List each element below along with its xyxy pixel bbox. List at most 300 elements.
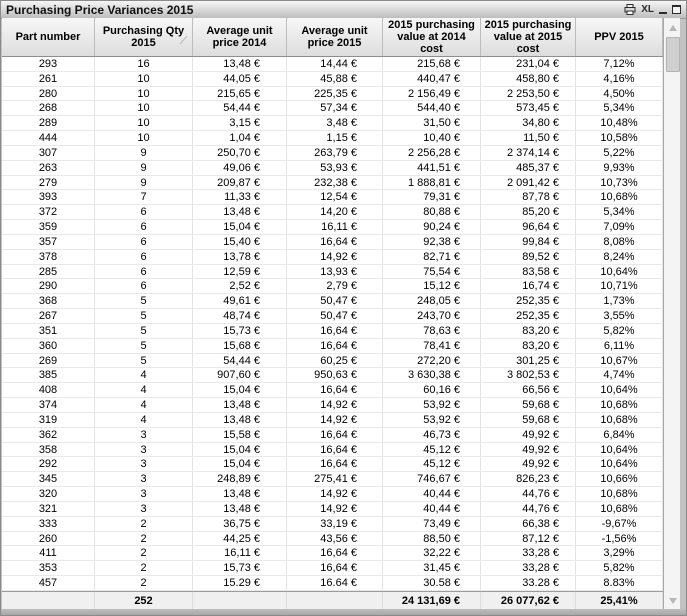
table-cell: 359 [2, 220, 95, 234]
column-header-ppv-2015[interactable]: PPV 2015 [576, 18, 663, 56]
table-cell: 16,11 € [193, 546, 287, 560]
table-cell: 215,65 € [193, 87, 287, 101]
column-header-purchasing-qty-2015[interactable]: Purchasing Qty 2015 [95, 18, 193, 56]
scrollbar-thumb[interactable] [666, 37, 680, 72]
table-cell: 411 [2, 546, 95, 560]
table-cell: 33.28 € [481, 576, 576, 590]
table-cell: 43,56 € [287, 532, 383, 546]
table-cell: 215,68 € [383, 57, 481, 71]
table-cell: 49,92 € [481, 428, 576, 442]
table-row[interactable] [2, 502, 663, 517]
table-cell: 5,34% [576, 101, 663, 115]
table-cell: 50,47 € [287, 294, 383, 308]
table-cell: 267 [2, 309, 95, 323]
table-row[interactable] [2, 546, 663, 561]
table-cell: 11,50 € [481, 131, 576, 145]
sort-indicator-icon [179, 34, 189, 49]
table-cell: 33,19 € [287, 517, 383, 531]
table-cell: 321 [2, 502, 95, 516]
table-cell: 5,82% [576, 561, 663, 575]
table-cell: 13,48 € [193, 502, 287, 516]
table-cell: 33,28 € [481, 561, 576, 575]
table-row[interactable] [2, 265, 663, 280]
table-cell: 2 [95, 576, 193, 590]
table-cell: 5,34% [576, 205, 663, 219]
table-cell: 285 [2, 265, 95, 279]
table-cell: 5,22% [576, 146, 663, 160]
table-cell: 15,73 € [193, 561, 287, 575]
table-cell: 49,61 € [193, 294, 287, 308]
table-cell: 4 [95, 368, 193, 382]
table-cell: 6 [95, 220, 193, 234]
minimize-icon[interactable] [659, 5, 667, 14]
table-row[interactable] [2, 116, 663, 131]
table-cell: 10,71% [576, 279, 663, 293]
table-cell: 13,48 € [193, 487, 287, 501]
table-cell: 46,73 € [383, 428, 481, 442]
table-cell: 301,25 € [481, 354, 576, 368]
table-cell: 3,55% [576, 309, 663, 323]
table-row[interactable] [2, 339, 663, 354]
table-cell: 49,92 € [481, 457, 576, 471]
table-cell: 4 [95, 413, 193, 427]
table-cell: 54,44 € [193, 354, 287, 368]
table-cell: 16,64 € [287, 324, 383, 338]
table-cell: 80,88 € [383, 205, 481, 219]
table-cell: 3,29% [576, 546, 663, 560]
table-cell: 3 [95, 457, 193, 471]
table-row[interactable] [2, 190, 663, 205]
table-cell: 13,48 € [193, 57, 287, 71]
table-cell: 14,20 € [287, 205, 383, 219]
table-cell: 573,45 € [481, 101, 576, 115]
table-cell: 92,38 € [383, 235, 481, 249]
table-cell: 13,48 € [193, 205, 287, 219]
table-row[interactable] [2, 101, 663, 116]
table-cell: 7,12% [576, 57, 663, 71]
table-cell: 36,75 € [193, 517, 287, 531]
table-row[interactable] [2, 368, 663, 383]
table-cell: 16,64 € [287, 339, 383, 353]
table-row[interactable] [2, 324, 663, 339]
table-row[interactable] [2, 443, 663, 458]
table-cell: 96,64 € [481, 220, 576, 234]
table-cell: 50,47 € [287, 309, 383, 323]
table-cell: 950,63 € [287, 368, 383, 382]
table-cell: 10,64% [576, 265, 663, 279]
table-cell: 9 [95, 146, 193, 160]
table-cell: 10,68% [576, 502, 663, 516]
table-cell: 231,04 € [481, 57, 576, 71]
table-cell: 6 [95, 279, 193, 293]
table-cell: 14,92 € [287, 250, 383, 264]
table-cell: 44,76 € [481, 487, 576, 501]
table-cell: 16 [95, 57, 193, 71]
table-cell: 60,25 € [287, 354, 383, 368]
table-cell: 5,82% [576, 324, 663, 338]
total-value-2015-cost: 26 077,62 € [481, 592, 576, 610]
table-cell: 15,40 € [193, 235, 287, 249]
table-cell: 79,31 € [383, 190, 481, 204]
table-cell: 293 [2, 57, 95, 71]
table-cell: 5 [95, 339, 193, 353]
scroll-down-arrow-icon[interactable] [665, 593, 680, 608]
table-cell: 360 [2, 339, 95, 353]
table-cell: 5 [95, 294, 193, 308]
table-cell: 16,64 € [287, 457, 383, 471]
table-row[interactable] [2, 517, 663, 532]
table-cell: 88,50 € [383, 532, 481, 546]
table-cell: 209,87 € [193, 176, 287, 190]
table-cell: 485,37 € [481, 161, 576, 175]
table-cell: 13,48 € [193, 398, 287, 412]
table-row[interactable] [2, 72, 663, 87]
table-cell: 15,04 € [193, 443, 287, 457]
table-row[interactable] [2, 57, 663, 72]
table-cell: 12,59 € [193, 265, 287, 279]
table-row[interactable] [2, 279, 663, 294]
table-cell: 320 [2, 487, 95, 501]
table-cell: 16,64 € [287, 561, 383, 575]
table-cell: 3 802,53 € [481, 368, 576, 382]
table-cell: 292 [2, 457, 95, 471]
table-cell: 15,04 € [193, 383, 287, 397]
table-cell: 289 [2, 116, 95, 130]
table-cell: 2 374,14 € [481, 146, 576, 160]
table-cell: 53,92 € [383, 413, 481, 427]
table-cell: 4,50% [576, 87, 663, 101]
table-cell: 1,04 € [193, 131, 287, 145]
total-part-number [2, 592, 95, 610]
table-cell: 2 091,42 € [481, 176, 576, 190]
table-cell: 261 [2, 72, 95, 86]
table-row[interactable] [2, 205, 663, 220]
table-cell: 49,92 € [481, 443, 576, 457]
pivot-table [2, 18, 663, 610]
table-cell: 15,12 € [383, 279, 481, 293]
table-cell: 13,78 € [193, 250, 287, 264]
table-cell: 4 [95, 383, 193, 397]
table-cell: 8.83% [576, 576, 663, 590]
table-row[interactable] [2, 398, 663, 413]
total-value-2014-cost: 24 131,69 € [383, 592, 481, 610]
table-cell: 393 [2, 190, 95, 204]
table-row[interactable] [2, 354, 663, 369]
table-cell: 6 [95, 265, 193, 279]
total-purchasing-qty: 252 [95, 592, 193, 610]
table-cell: 54,44 € [193, 101, 287, 115]
table-cell: 10,68% [576, 487, 663, 501]
table-cell: 1,15 € [287, 131, 383, 145]
table-cell: 10,40 € [383, 131, 481, 145]
table-cell: 319 [2, 413, 95, 427]
table-row[interactable] [2, 235, 663, 250]
table-cell: 746,67 € [383, 472, 481, 486]
table-cell: 10,68% [576, 413, 663, 427]
column-header-2015-value-at-2015-cost[interactable]: 2015 purchasing value at 2015 cost [481, 18, 576, 56]
window-title: Purchasing Price Variances 2015 [6, 2, 194, 17]
table-cell: -1,56% [576, 532, 663, 546]
table-row[interactable] [2, 561, 663, 576]
table-row[interactable] [2, 413, 663, 428]
table-cell: 907,60 € [193, 368, 287, 382]
table-cell: 99,84 € [481, 235, 576, 249]
table-cell: 40,44 € [383, 487, 481, 501]
column-header-avg-unit-price-2014[interactable]: Average unit price 2014 [193, 18, 287, 56]
table-cell: 10 [95, 116, 193, 130]
table-cell: 357 [2, 235, 95, 249]
table-cell: 14,44 € [287, 57, 383, 71]
table-cell: 15.29 € [193, 576, 287, 590]
table-cell: 408 [2, 383, 95, 397]
table-cell: 44,05 € [193, 72, 287, 86]
table-cell: 11,33 € [193, 190, 287, 204]
table-cell: 32,22 € [383, 546, 481, 560]
table-row[interactable] [2, 383, 663, 398]
table-cell: 2 156,49 € [383, 87, 481, 101]
table-cell: 87,12 € [481, 532, 576, 546]
table-cell: 44,76 € [481, 502, 576, 516]
table-cell: 10,64% [576, 383, 663, 397]
table-cell: 40,44 € [383, 502, 481, 516]
table-cell: 78,63 € [383, 324, 481, 338]
table-cell: 10,73% [576, 176, 663, 190]
table-body [2, 57, 663, 591]
table-cell: 5 [95, 354, 193, 368]
table-cell: 378 [2, 250, 95, 264]
table-row[interactable] [2, 294, 663, 309]
table-cell: 49,06 € [193, 161, 287, 175]
table-cell: 263 [2, 161, 95, 175]
table-cell: 232,38 € [287, 176, 383, 190]
table-cell: 351 [2, 324, 95, 338]
table-cell: 3 [95, 472, 193, 486]
table-cell: 441,51 € [383, 161, 481, 175]
table-cell: 4,74% [576, 368, 663, 382]
table-cell: 3 630,38 € [383, 368, 481, 382]
table-row[interactable] [2, 87, 663, 102]
table-cell: 83,58 € [481, 265, 576, 279]
table-cell: 48,74 € [193, 309, 287, 323]
table-cell: 2,52 € [193, 279, 287, 293]
table-cell: 53,92 € [383, 398, 481, 412]
table-cell: 3 [95, 487, 193, 501]
table-cell: 3,48 € [287, 116, 383, 130]
table-row[interactable] [2, 309, 663, 324]
table-cell: 15,04 € [193, 457, 287, 471]
table-cell: 3 [95, 428, 193, 442]
table-row[interactable] [2, 472, 663, 487]
table-cell: 33,28 € [481, 546, 576, 560]
table-cell: 16,64 € [287, 383, 383, 397]
scroll-up-arrow-icon[interactable] [665, 20, 680, 35]
table-cell: 4,16% [576, 72, 663, 86]
table-cell: 45,88 € [287, 72, 383, 86]
table-cell: 2 [95, 561, 193, 575]
table-cell: 250,70 € [193, 146, 287, 160]
table-cell: 66,56 € [481, 383, 576, 397]
table-cell: 83,20 € [481, 339, 576, 353]
table-cell: 457 [2, 576, 95, 590]
table-cell: 31,45 € [383, 561, 481, 575]
table-cell: 45,12 € [383, 443, 481, 457]
table-cell: 10 [95, 131, 193, 145]
table-cell: 248,05 € [383, 294, 481, 308]
table-cell: 2 253,50 € [481, 87, 576, 101]
table-cell: 444 [2, 131, 95, 145]
table-cell: 345 [2, 472, 95, 486]
maximize-icon[interactable] [672, 5, 681, 14]
table-cell: 2 [95, 546, 193, 560]
window-titlebar[interactable] [1, 1, 686, 19]
table-cell: 362 [2, 428, 95, 442]
excel-export-icon[interactable] [641, 4, 654, 15]
column-header-part-number[interactable]: Part number [2, 18, 95, 56]
table-cell: 280 [2, 87, 95, 101]
table-cell: 385 [2, 368, 95, 382]
table-cell: 16.64 € [287, 576, 383, 590]
table-cell: 15,73 € [193, 324, 287, 338]
table-cell: 353 [2, 561, 95, 575]
table-row[interactable] [2, 428, 663, 443]
table-cell: 5 [95, 324, 193, 338]
table-cell: 60,16 € [383, 383, 481, 397]
table-cell: 57,34 € [287, 101, 383, 115]
table-cell: 16,64 € [287, 235, 383, 249]
table-cell: 260 [2, 532, 95, 546]
table-cell: 458,80 € [481, 72, 576, 86]
table-cell: 10,68% [576, 398, 663, 412]
table-cell: 10,48% [576, 116, 663, 130]
table-cell: 10,58% [576, 131, 663, 145]
table-cell: 6 [95, 235, 193, 249]
table-cell: 6 [95, 205, 193, 219]
table-cell: 83,20 € [481, 324, 576, 338]
table-cell: 290 [2, 279, 95, 293]
table-cell: 275,41 € [287, 472, 383, 486]
table-row[interactable] [2, 131, 663, 146]
table-cell: 45,12 € [383, 457, 481, 471]
excel-export-label: XL [641, 4, 654, 15]
table-cell: 30.58 € [383, 576, 481, 590]
table-cell: 10 [95, 72, 193, 86]
table-cell: 10,64% [576, 457, 663, 471]
table-cell: 2 [95, 517, 193, 531]
table-cell: 544,40 € [383, 101, 481, 115]
table-cell: 53,93 € [287, 161, 383, 175]
table-cell: 59,68 € [481, 413, 576, 427]
table-row[interactable] [2, 161, 663, 176]
table-cell: 12,54 € [287, 190, 383, 204]
table-header-row [2, 18, 663, 57]
table-cell: -9,67% [576, 517, 663, 531]
table-cell: 16,64 € [287, 428, 383, 442]
table-cell: 2,79 € [287, 279, 383, 293]
table-cell: 16,74 € [481, 279, 576, 293]
table-cell: 8,08% [576, 235, 663, 249]
table-row[interactable] [2, 532, 663, 547]
table-cell: 8,24% [576, 250, 663, 264]
table-row[interactable] [2, 250, 663, 265]
table-cell: 85,20 € [481, 205, 576, 219]
table-cell: 44,25 € [193, 532, 287, 546]
caption-icon-group [624, 4, 683, 15]
table-cell: 252,35 € [481, 294, 576, 308]
table-cell: 82,71 € [383, 250, 481, 264]
table-cell: 16,11 € [287, 220, 383, 234]
table-cell: 78,41 € [383, 339, 481, 353]
table-row[interactable] [2, 220, 663, 235]
table-cell: 268 [2, 101, 95, 115]
table-cell: 826,23 € [481, 472, 576, 486]
table-cell: 9 [95, 176, 193, 190]
table-row[interactable] [2, 176, 663, 191]
table-cell: 10 [95, 87, 193, 101]
table-cell: 6,84% [576, 428, 663, 442]
table-cell: 2 [95, 532, 193, 546]
column-header-2015-value-at-2014-cost[interactable]: 2015 purchasing value at 2014 cost [383, 18, 481, 56]
table-cell: 2 256,28 € [383, 146, 481, 160]
window-bottom-frame [1, 609, 686, 615]
table-cell: 269 [2, 354, 95, 368]
table-cell: 1 888,81 € [383, 176, 481, 190]
table-cell: 4 [95, 398, 193, 412]
table-cell: 3 [95, 502, 193, 516]
table-cell: 358 [2, 443, 95, 457]
table-cell: 34,80 € [481, 116, 576, 130]
table-cell: 10,68% [576, 190, 663, 204]
table-cell: 87,78 € [481, 190, 576, 204]
table-cell: 6 [95, 250, 193, 264]
table-cell: 75,54 € [383, 265, 481, 279]
table-cell: 374 [2, 398, 95, 412]
vertical-scrollbar[interactable] [663, 18, 680, 610]
table-cell: 263,79 € [287, 146, 383, 160]
table-cell: 10,64% [576, 443, 663, 457]
table-cell: 1,73% [576, 294, 663, 308]
table-cell: 3 [95, 443, 193, 457]
table-row[interactable] [2, 487, 663, 502]
table-cell: 248,89 € [193, 472, 287, 486]
table-cell: 6,11% [576, 339, 663, 353]
table-cell: 272,20 € [383, 354, 481, 368]
table-cell: 440,47 € [383, 72, 481, 86]
total-ppv-2015: 25,41% [576, 592, 663, 610]
column-header-avg-unit-price-2015[interactable]: Average unit price 2015 [287, 18, 383, 56]
table-row[interactable] [2, 146, 663, 161]
table-row[interactable] [2, 576, 663, 591]
table-cell: 252,35 € [481, 309, 576, 323]
table-cell: 13,48 € [193, 413, 287, 427]
table-cell: 279 [2, 176, 95, 190]
table-row[interactable] [2, 457, 663, 472]
table-cell: 225,35 € [287, 87, 383, 101]
table-cell: 13,93 € [287, 265, 383, 279]
table-cell: 243,70 € [383, 309, 481, 323]
table-cell: 90,24 € [383, 220, 481, 234]
table-cell: 14,92 € [287, 502, 383, 516]
table-cell: 9,93% [576, 161, 663, 175]
table-cell: 9 [95, 161, 193, 175]
table-cell: 10,66% [576, 472, 663, 486]
table-cell: 15,68 € [193, 339, 287, 353]
table-cell: 15,04 € [193, 220, 287, 234]
table-cell: 10 [95, 101, 193, 115]
table-cell: 31,50 € [383, 116, 481, 130]
print-icon[interactable] [624, 4, 636, 15]
table-cell: 14,92 € [287, 413, 383, 427]
table-cell: 333 [2, 517, 95, 531]
